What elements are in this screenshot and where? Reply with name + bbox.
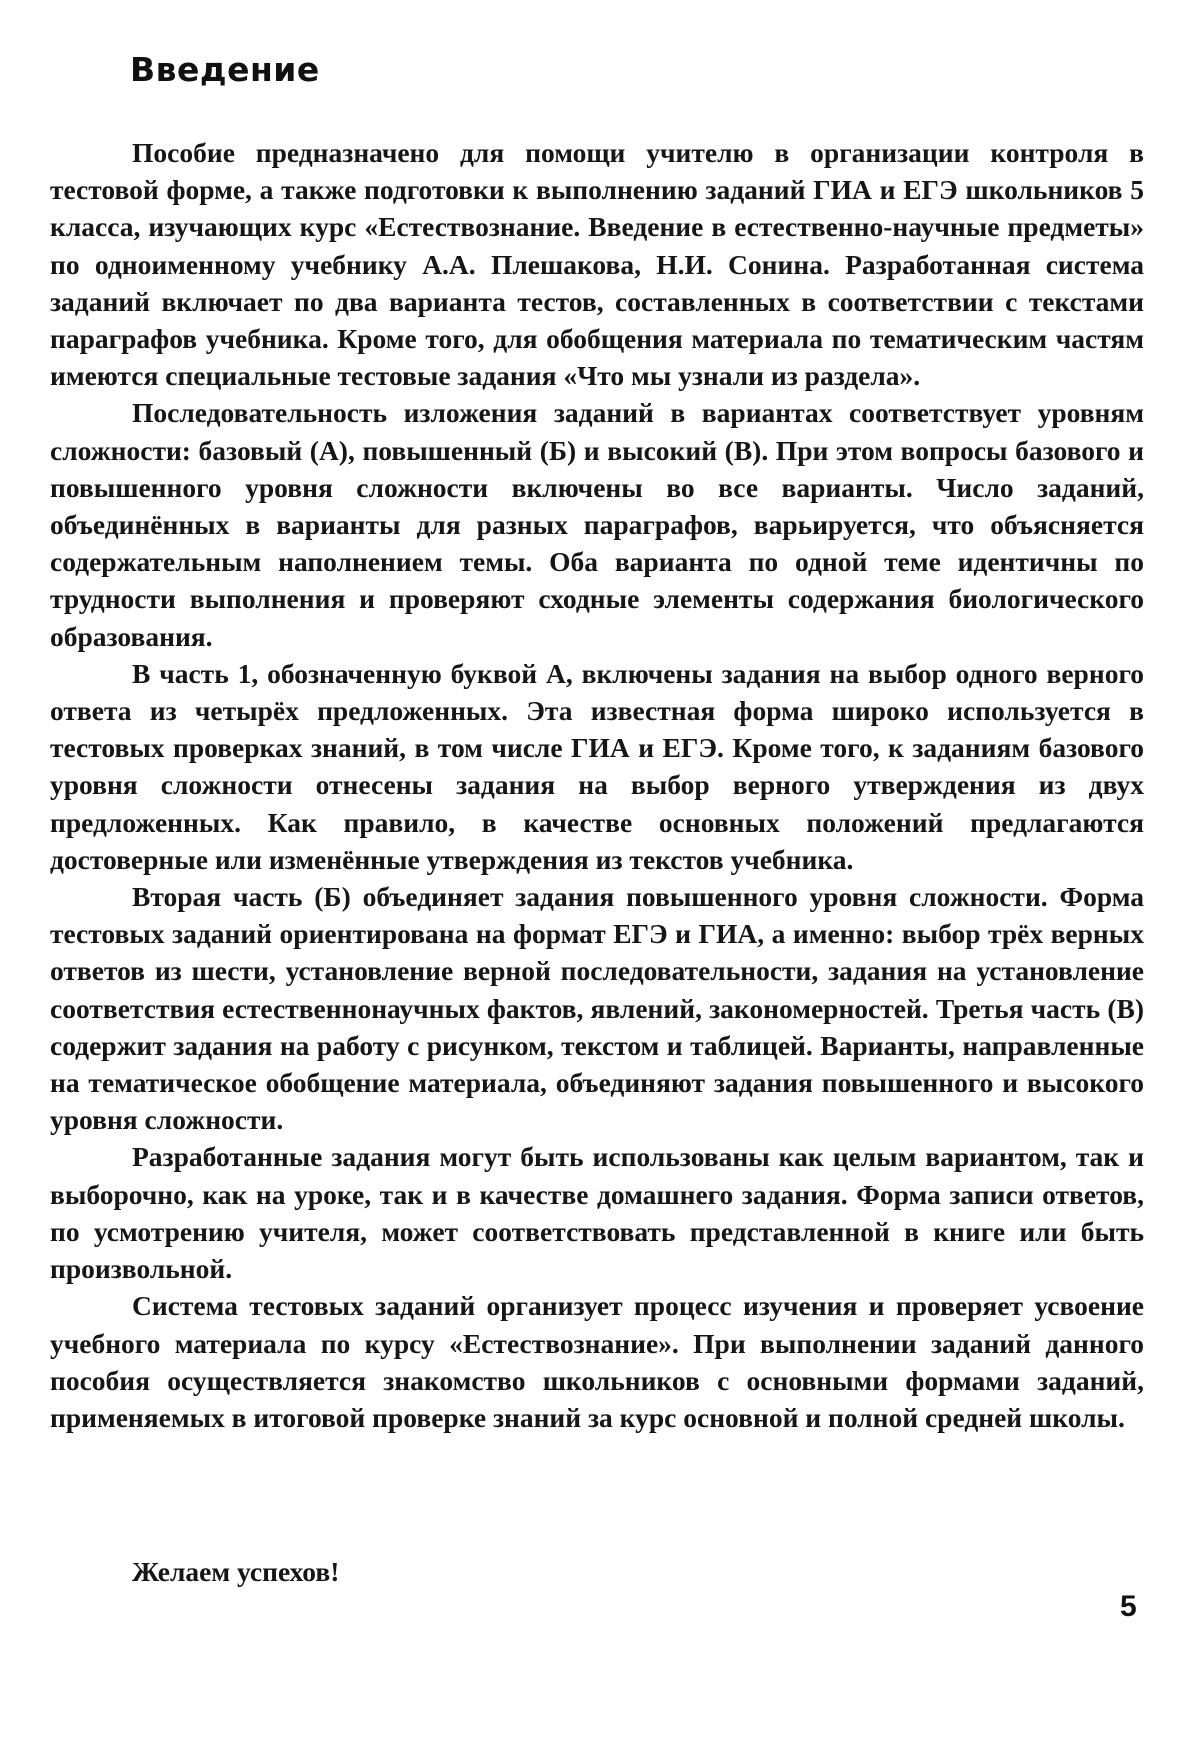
paragraph-purpose: Пособие предназначено для помощи учителю в организации контроля в тестовой форме, а также подготовки к выполнению заданий ГИА и ЕГЭ школьников 5 класса, изучающих курс «Естествознание. Введение в естественно-научные предметы» по одноименному учебнику А.А. Плешакова, Н.И. Сонина. Разработанная система заданий включает по два варианта тестов, составленных в соответствии с текстами параграфов учебника. Кроме того, для обобщения материала по тематическим частям имеются специальные тестовые задания «Что мы узнали из раздела». — [50, 134, 1144, 394]
paragraph-system: Система тестовых заданий организует процесс изучения и проверяет усвоение учебного материала по курсу «Естествознание». При выполнении заданий данного пособия осуществляется знакомство школьников с основными формами заданий, применяемых в итоговой проверке знаний за курс основной и полной средней школы. — [50, 1287, 1144, 1436]
paragraph-part-a: В часть 1, обозначенную буквой А, включены задания на выбор одного верного ответа из четырёх предложенных. Эта известная форма широко используется в тестовых проверках знаний, в том числе ГИА и ЕГЭ. Кроме того, к заданиям базового уровня сложности отнесены задания на выбор верного утверждения из двух предложенных. Как правило, в качестве основных положений предлагаются достоверные или изменённые утверждения из текстов учебника. — [50, 655, 1144, 878]
document-page — [0, 0, 1200, 1759]
paragraph-part-b-c: Вторая часть (Б) объединяет задания повышенного уровня сложности. Форма тестовых заданий ориентирована на формат ЕГЭ и ГИА, а именно: выбор трёх верных ответов из шести, установление верной последовательности, задания на установление соответствия естественнонаучных фактов, явлений, закономерностей. Третья часть (В) содержит задания на работу с рисунком, текстом и таблицей. Варианты, направленные на тематическое обобщение материала, объединяют задания повышенного и высокого уровня сложности. — [50, 878, 1144, 1138]
paragraph-usage: Разработанные задания могут быть использованы как целым вариантом, так и выборочно, как на уроке, так и в качестве домашнего задания. Форма записи ответов, по усмотрению учителя, может соответствовать представленной в книге или быть произвольной. — [50, 1138, 1144, 1287]
paragraph-difficulty-levels: Последовательность изложения заданий в вариантах соответствует уровням сложности: базовый (А), повышенный (Б) и высокий (В). При этом вопросы базового и повышенного уровня сложности включены во все варианты. Число заданий, объединённых в варианты для разных параграфов, варьируется, что объясняется содержательным наполнением темы. Оба варианта по одной теме идентичны по трудности выполнения и проверяют сходные элементы содержания биологического образования. — [50, 394, 1144, 654]
document-body — [50, 134, 1144, 1436]
closing-line: Желаем успехов! — [132, 1556, 339, 1588]
page-number: 5 — [1120, 1590, 1137, 1624]
page-title: Введение — [130, 50, 320, 89]
